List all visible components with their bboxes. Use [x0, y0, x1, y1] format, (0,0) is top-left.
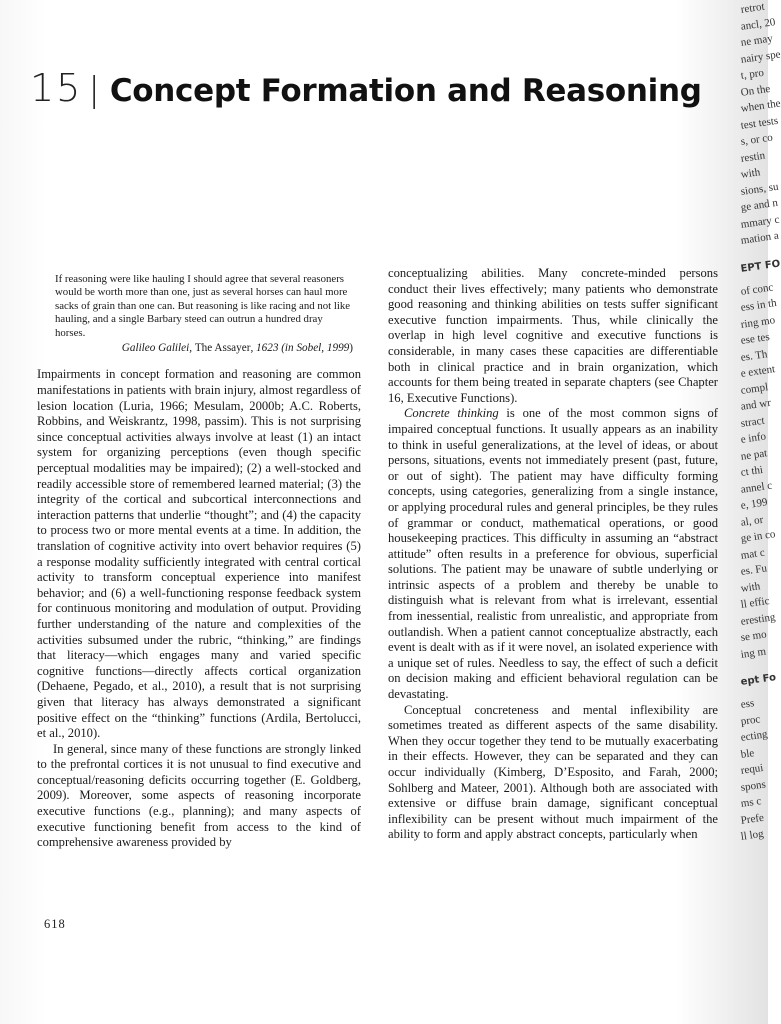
facing-page-fragment: ess in th — [740, 296, 778, 314]
facing-page-fragment: ll effic — [740, 594, 771, 611]
facing-page-fragment: On the — [740, 82, 772, 99]
chapter-heading — [30, 66, 710, 116]
facing-page-fragment: ne pat — [740, 446, 768, 463]
epigraph-quote: If reasoning were like hauling I should agree that several reasoners would be worth more than one, just as several horses can haul more sacks of grain than one can. But reasoning is like racing and not like hauling, and a single Barbary steed can outrun a hundred dray horses. — [55, 273, 351, 339]
facing-page-fragment: se mo — [740, 628, 768, 644]
paragraph-4 — [388, 406, 718, 702]
left-column — [37, 268, 361, 851]
epigraph — [55, 273, 353, 355]
facing-page-fragment: retrot — [740, 0, 766, 16]
facing-page-fragment: es. Th — [740, 347, 769, 364]
facing-page-fragment: restin — [740, 149, 766, 165]
facing-page-fragment: ne may — [740, 32, 774, 49]
facing-page-fragment: Prefe — [740, 811, 765, 827]
facing-page-fragment: al, or — [740, 513, 765, 529]
facing-page-fragment: mation a — [740, 229, 780, 247]
paragraph-4-text: is one of the most common signs of impaired conceptual functions. It usually appears as an inability to think in useful generalizations, at the level of ideas, or about persons, situations, events not immediately present (past, future, or out of sight). The patient may have difficulty forming concepts, using categories, generalizing from a single instance, or applying procedural rules and general principles, be they rules of grammar or conduct, mathematical operations, or good housekeeping practices. This difficulty in assuming an “abstract attitude” often results in a preference for obvious, superficial solutions. The patient may be unaware of subtle underlying or intrinsic aspects of a problem and thereby be unable to distinguish what is relevant from what is irrelevant, essential from inessential, realistic from unrealistic, and appropriate from outlandish. When a patient cannot conceptualize abstractly, each event is dealt with as if it were novel, an isolated experience with a unique set of rules. Needless to say, the effect of such a deficit on decision making and efficient behavioral regulation can be devastating. — [388, 406, 718, 702]
page-number: 618 — [44, 917, 66, 931]
chapter-number: 15 — [30, 66, 83, 110]
facing-page-fragment: e extent — [740, 363, 776, 380]
facing-page-fragment: ge and n — [740, 196, 779, 214]
epigraph-close: ) — [349, 342, 353, 355]
facing-page-fragment: s, or co — [740, 131, 774, 148]
facing-page-fragment: mat c — [740, 546, 766, 562]
epigraph-year: , 1623 (in — [250, 342, 297, 355]
facing-page-fragment: with — [740, 579, 762, 595]
epigraph-citation: Sobel, 1999 — [296, 342, 350, 355]
facing-page-fragment: e, 199 — [740, 496, 769, 512]
facing-page-fragment: sions, su — [740, 180, 780, 198]
facing-page-fragment: t, pro — [740, 66, 765, 82]
chapter-title: Concept Formation and Reasoning — [109, 73, 702, 109]
facing-page-fragment: stract — [740, 414, 766, 430]
paragraph-2: In general, since many of these functions are strongly linked to the prefrontal cortices it is not unusual to find executive and conceptual/reasoning deficits occurring together (E. Goldberg, 2009). Moreover, some aspects of reasoning incorporate executive functions (e.g., planning); and many aspects of executive functioning benefit from access to the kind of comprehensive awareness provided by — [37, 741, 361, 850]
chapter-separator: | — [88, 70, 100, 110]
facing-page-fragment: ll log — [740, 827, 765, 843]
epigraph-author: Galileo Galilei, — [121, 342, 195, 355]
facing-page-fragment: and wr — [740, 396, 772, 413]
facing-page-fragment: annel c — [740, 479, 773, 496]
facing-page-edge — [732, 0, 781, 1024]
facing-page-fragment: of conc — [740, 280, 775, 298]
facing-page-fragment: ecting — [740, 728, 769, 744]
facing-page-fragment: proc — [740, 712, 762, 728]
facing-page-fragment: ing m — [740, 644, 767, 661]
facing-page-fragment: ring mo — [740, 313, 776, 331]
facing-page-fragment: requi — [740, 761, 765, 777]
facing-page-fragment: ese tes — [740, 330, 771, 347]
facing-page-fragment: eresting — [740, 610, 777, 628]
facing-page-fragment: when the — [740, 97, 781, 115]
term-concrete-thinking: Concrete thinking — [404, 406, 499, 421]
epigraph-source — [55, 342, 353, 355]
facing-page-fragment: es. Fu — [740, 562, 768, 578]
facing-page-fragment: ge in co — [740, 528, 777, 545]
facing-page-fragment: ble — [740, 746, 755, 761]
facing-page-fragment: e info — [740, 430, 767, 446]
right-column — [388, 266, 718, 843]
facing-page-fragment: mmary c — [740, 213, 781, 231]
facing-page-fragment: ct thi — [740, 463, 764, 479]
epigraph-work: The Assayer — [194, 342, 251, 355]
facing-page-fragment: with — [740, 166, 762, 181]
facing-page-fragment: EPT FO — [740, 257, 781, 275]
facing-page-fragment: ept Fo — [740, 672, 777, 688]
paragraph-5: Conceptual concreteness and mental inflexibility are sometimes treated as different aspects of the same disability. When they occur together they tend to be mutually exacerbating in their effects. However, they can be separated and they can occur individually (Kimberg, D’Esposito, and Farah, 2000; Sohlberg and Mateer, 2001). Although both are associated with extensive or diffuse brain damage, significant conceptual inflexibility can be present without much impairment of the ability to form and apply abstract concepts, particularly when — [388, 702, 718, 842]
facing-page-fragment: test tests — [740, 114, 779, 132]
paragraph-3: conceptualizing abilities. Many concrete-minded persons conduct their lives effectively; many patients who demonstrate good reasoning and thinking abilities on tests suffer significant executive function impairments. Thus, while clinically the overlap in high level cognitive and executive functions is considerable, in many cases these capacities are differentiable both in clinical practice and in brain organization, which accounts for them being treated in separate chapters (see Chapter 16, Executive Functions). — [388, 266, 718, 405]
facing-page-fragment: nairy spe — [740, 47, 781, 66]
facing-page-fragment: compl — [740, 380, 769, 397]
facing-page-fragment: ess — [740, 697, 755, 711]
facing-page-fragment: ms c — [740, 795, 762, 810]
facing-page-fragment: ancl, 20 — [740, 15, 777, 33]
paragraph-1: Impairments in concept formation and reasoning are common manifestations in patients with brain injury, almost regardless of lesion location (Luria, 1966; Mesulam, 2000b; A.C. Roberts, Robbins, and Weiskrantz, 1998, passim). This is not surprising since conceptual activities always involve at least (1) an intact system for organizing perceptions (even though specific perceptual modalities may be impaired); (2) a well-stocked and readily accessible store of remembered learned material; (3) the integrity of the cortical and subcortical interconnections and interaction patterns that underlie “thought”; and (4) the capacity to process two or more mental events at a time. In addition, the translation of cognitive activity into overt behavior requires (5) a response modality sufficiently integrated with central cortical activity to transform conceptual experience into manifest behavior; and (6) a well-functioning response feedback system for continuous monitoring and modulation of output. Providing further understanding of the nature and complexities of the activities subsumed under the rubric, “thinking,” are findings that literacy—which engages many and varied specific cognitive functions—directly affects cortical organization (Dehaene, Pegado, et al., 2010), a result that is not surprising given that literacy has always demonstrated a significant positive effect on the “thinking” functions (Ardila, Bertolucci, et al., 2010). — [37, 367, 361, 741]
facing-page-fragment: spons — [740, 778, 767, 794]
